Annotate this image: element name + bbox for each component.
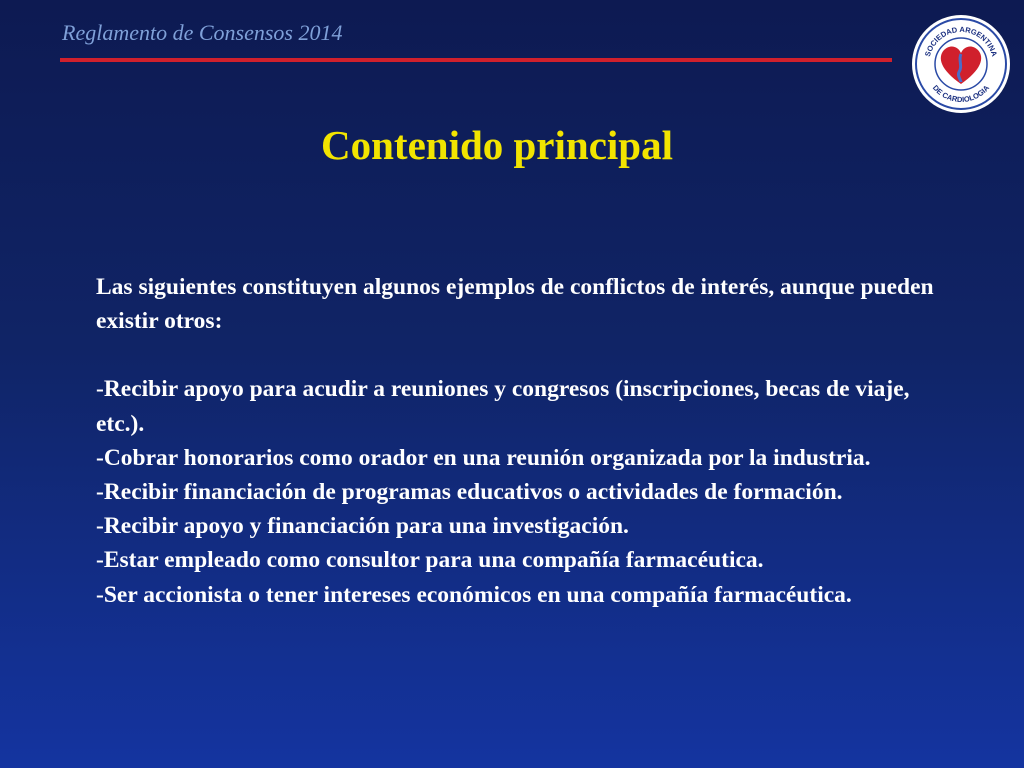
- header-divider: [60, 58, 892, 62]
- sociedad-argentina-cardiologia-logo: [911, 14, 1011, 114]
- list-item: -Estar empleado como consultor para una compañía farmacéutica.: [96, 547, 764, 574]
- svg-text:SOCIEDAD ARGENTINA: SOCIEDAD ARGENTINA: [923, 24, 999, 58]
- header-title: Reglamento de Consensos 2014: [62, 20, 343, 45]
- list-item: -Recibir apoyo y financiación para una investigación.: [96, 513, 629, 540]
- paragraph-spacer: [96, 338, 946, 372]
- list-item: -Ser accionista o tener intereses económicos en una compañía farmacéutica.: [96, 581, 852, 608]
- list-item: -Cobrar honorarios como orador en una reunión organizada por la industria.: [96, 444, 871, 471]
- slide-body: [96, 270, 946, 612]
- svg-text:DE CARDIOLOGIA: DE CARDIOLOGIA: [930, 83, 992, 105]
- list-item: -Recibir financiación de programas educativos o actividades de formación.: [96, 479, 843, 506]
- slide-title: Contenido principal: [321, 122, 673, 168]
- list-item: -Recibir apoyo para acudir a reuniones y congresos (inscripciones, becas de viaje, etc.).: [96, 376, 910, 437]
- intro-paragraph: Las siguientes constituyen algunos ejemplos de conflictos de interés, aunque pueden existir otros:: [96, 274, 934, 335]
